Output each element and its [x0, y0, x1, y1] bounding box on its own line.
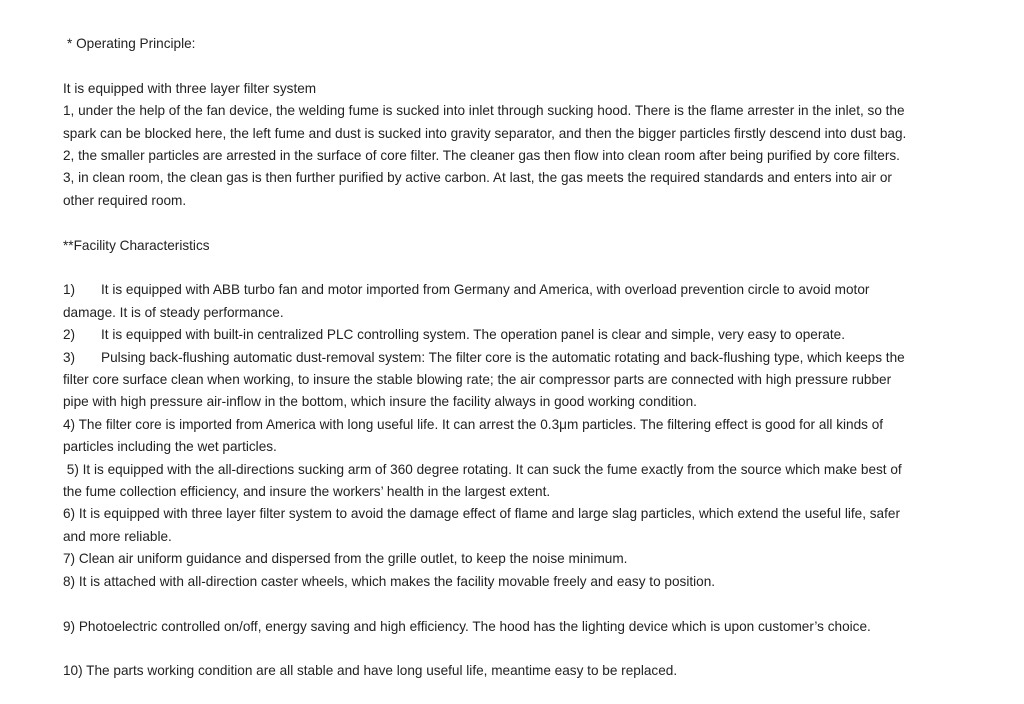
- document-body: [63, 33, 1008, 683]
- facility-item-1: [63, 279, 1008, 301]
- facility-line: 4) The filter core is imported from America with long useful life. It can arrest the 0.3μm particles. The filtering effect is good for all kinds of: [63, 416, 884, 432]
- facility-line: 6) It is equipped with three layer filter system to avoid the damage effect of flame and large slag particles, which extend the useful life, safer: [63, 506, 900, 522]
- operating-line: 3, in clean room, the clean gas is then further purified by active carbon. At last, the gas meets the required standards and enters into air or: [63, 170, 892, 186]
- operating-line: 1, under the help of the fan device, the welding fume is sucked into inlet through sucking hood. There is the flame arrester in the inlet, so the: [63, 103, 905, 119]
- facility-item-9: 9) Photoelectric controlled on/off, energy saving and high efficiency. The hood has the lighting device which is upon customer’s choice.: [63, 618, 871, 634]
- facility-item-3-continued: filter core surface clean when working, to insure the stable blowing rate; the air compressor parts are connected with high pressure rubber: [63, 372, 892, 388]
- operating-line: 2, the smaller particles are arrested in the surface of core filter. The cleaner gas then flow into clean room after being purified by core filters.: [63, 148, 900, 164]
- facility-item-3-continued: pipe with high pressure air-inflow in the bottom, which insure the facility always in good working condition.: [63, 394, 697, 410]
- facility-line: 7) Clean air uniform guidance and dispersed from the grille outlet, to keep the noise minimum.: [63, 551, 628, 567]
- operating-line: other required room.: [63, 192, 187, 208]
- facility-heading: **Facility Characteristics: [63, 237, 210, 253]
- facility-line: and more reliable.: [63, 528, 172, 544]
- spacer: [63, 212, 1008, 234]
- operating-line: spark can be blocked here, the left fume and dust is sucked into gravity separator, and then the bigger particles firstly descend into dust bag.: [63, 125, 907, 141]
- item-number: 1): [63, 282, 76, 298]
- spacer: [63, 593, 1008, 615]
- spacer: [63, 55, 1008, 77]
- item-text: Pulsing back-flushing automatic dust-removal system: The filter core is the automatic rotating and back-flushing type, which keeps the: [101, 349, 905, 365]
- facility-item-2: [63, 324, 1008, 346]
- facility-item-10: 10) The parts working condition are all stable and have long useful life, meantime easy to be replaced.: [63, 663, 678, 679]
- operating-principle-heading: * Operating Principle:: [67, 36, 196, 51]
- facility-line: 5) It is equipped with the all-directions sucking arm of 360 degree rotating. It can suck the fume exactly from the source which make best of: [63, 461, 902, 477]
- operating-intro: It is equipped with three layer filter system: [63, 80, 317, 96]
- facility-line: the fume collection efficiency, and insure the workers’ health in the largest extent.: [63, 484, 551, 500]
- facility-line: particles including the wet particles.: [63, 439, 277, 455]
- facility-item-3: [63, 347, 1008, 369]
- facility-item-1-continued: damage. It is of steady performance.: [63, 304, 284, 320]
- spacer: [63, 638, 1008, 660]
- item-number: 2): [63, 327, 76, 343]
- facility-line: 8) It is attached with all-direction caster wheels, which makes the facility movable freely and easy to position.: [63, 573, 716, 589]
- spacer: [63, 257, 1008, 279]
- item-text: It is equipped with ABB turbo fan and motor imported from Germany and America, with overload prevention circle to avoid motor: [101, 282, 870, 298]
- item-number: 3): [63, 349, 76, 365]
- item-text: It is equipped with built-in centralized PLC controlling system. The operation panel is clear and simple, very easy to operate.: [101, 327, 846, 343]
